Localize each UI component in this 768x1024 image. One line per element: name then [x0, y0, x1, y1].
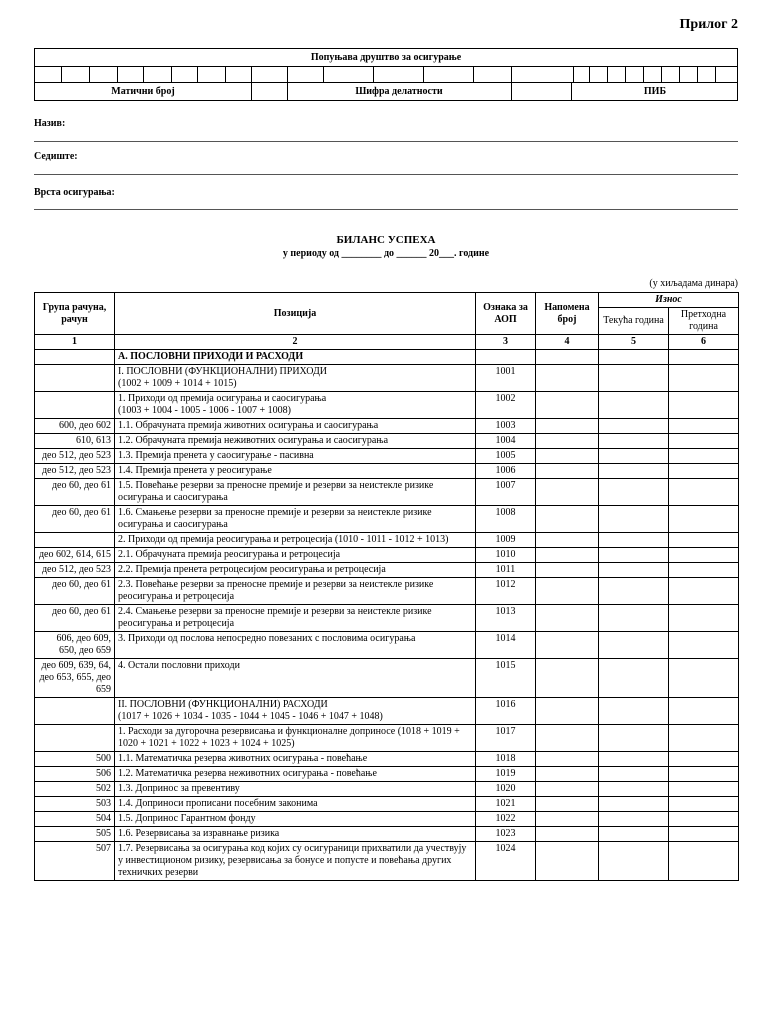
table-row [35, 632, 739, 659]
group-cell: део 512, део 523 [35, 464, 115, 479]
previous-year-cell [669, 434, 739, 449]
current-year-cell [599, 767, 669, 782]
previous-year-cell [669, 392, 739, 419]
col-number: 4 [536, 335, 599, 350]
position-text: 2.4. Смањење резерви за преносне премије и резерви за неистекле ризике реосигурања и ретроцесија [118, 606, 432, 629]
table-row [35, 605, 739, 632]
position-text: 1.6. Смањење резерви за преносне премије и резерви за неистекле ризике осигурања и саосигурања [118, 507, 432, 530]
position-formula: (1002 + 1009 + 1014 + 1015) [118, 378, 237, 389]
document-title: БИЛАНС УСПЕХА [336, 234, 436, 246]
previous-year-cell [669, 698, 739, 725]
table-row [35, 698, 739, 725]
position-text: 1.7. Резервисања за осигурања код којих су осигураници прихватили да учествују у инвестиционом ризику, резервисања за бонусе и попусте и повећања других техничких резерви [118, 843, 467, 878]
previous-year-cell [669, 449, 739, 464]
group-cell: део 60, део 61 [35, 605, 115, 632]
aop-cell: 1004 [476, 434, 536, 449]
table-row [35, 365, 739, 392]
position-cell [115, 782, 476, 797]
filled-by-label: Попуњава друштво за осигурање [35, 49, 737, 67]
group-cell: део 60, део 61 [35, 479, 115, 506]
position-text: 2.1. Обрачуната премија реосигурања и ретроцесија [118, 549, 341, 560]
current-year-cell [599, 797, 669, 812]
previous-year-cell [669, 725, 739, 752]
position-text: 1.1. Математичка резерва животних осигурања - повећање [118, 753, 368, 764]
insurance-type-field [34, 187, 738, 198]
table-row [35, 782, 739, 797]
aop-cell: 1002 [476, 392, 536, 419]
position-text: 1. Расходи за дугорочна резервисања и функционалне доприносе (1018 + 1019 + 1020 + 1021 + 1022 + 1023 + 1024 + 1025) [118, 726, 460, 749]
position-cell [115, 605, 476, 632]
header-note: Напомена број [536, 293, 599, 335]
position-cell [115, 479, 476, 506]
current-year-cell [599, 605, 669, 632]
previous-year-cell [669, 350, 739, 365]
note-cell [536, 782, 599, 797]
position-text: 1.3. Премија пренета у саосигурање - пасивна [118, 450, 314, 461]
current-year-cell [599, 434, 669, 449]
note-cell [536, 548, 599, 563]
group-cell [35, 365, 115, 392]
aop-cell: 1021 [476, 797, 536, 812]
aop-cell: 1017 [476, 725, 536, 752]
position-cell [115, 827, 476, 842]
position-text: 2. Приходи од премија реосигурања и ретроцесија (1010 - 1011 - 1012 + 1013) [118, 534, 449, 545]
table-row [35, 479, 739, 506]
reg-number-label: Матични број [111, 86, 175, 97]
position-text: А. ПОСЛОВНИ ПРИХОДИ И РАСХОДИ [118, 351, 304, 362]
position-text: 1.2. Математичка резерва неживотних осигурања - повећање [118, 768, 377, 779]
position-text: 3. Приходи од послова непосредно повезаних с пословима осигурања [118, 633, 416, 644]
col-number: 3 [476, 335, 536, 350]
group-cell [35, 533, 115, 548]
table-row [35, 350, 739, 365]
income-statement-table [34, 292, 739, 881]
group-cell: 503 [35, 797, 115, 812]
previous-year-cell [669, 767, 739, 782]
table-row [35, 797, 739, 812]
header-previous-year: Претходна година [669, 308, 739, 335]
position-text: 2.2. Премија пренета ретроцесијом реосигурања и ретроцесија [118, 564, 386, 575]
note-cell [536, 797, 599, 812]
position-text: 1.6. Резервисања за изравнање ризика [118, 828, 280, 839]
position-text: 4. Остали пословни приходи [118, 660, 240, 671]
table-row [35, 506, 739, 533]
aop-cell: 1018 [476, 752, 536, 767]
table-row [35, 578, 739, 605]
position-cell [115, 434, 476, 449]
aop-cell: 1003 [476, 419, 536, 434]
note-cell [536, 533, 599, 548]
note-cell [536, 812, 599, 827]
position-cell [115, 812, 476, 827]
note-cell [536, 842, 599, 881]
activity-code-label: Шифра делатности [355, 86, 443, 97]
table-row [35, 533, 739, 548]
group-cell [35, 392, 115, 419]
table-row [35, 842, 739, 881]
current-year-cell [599, 449, 669, 464]
annex-label: Прилог 2 [679, 17, 738, 32]
aop-cell: 1008 [476, 506, 536, 533]
table-row [35, 563, 739, 578]
position-text: 1.1. Обрачуната премија животних осигурања и саосигурања [118, 420, 379, 431]
table-row [35, 725, 739, 752]
group-cell: 500 [35, 752, 115, 767]
note-cell [536, 605, 599, 632]
position-cell [115, 725, 476, 752]
insurance-type-label: Врста осигурања: [34, 187, 115, 198]
position-text: 1.5. Повећање резерви за преносне премије и резерви за неистекле ризике осигурања и саосигурања [118, 480, 434, 503]
current-year-cell [599, 812, 669, 827]
aop-cell: 1019 [476, 767, 536, 782]
position-cell [115, 659, 476, 698]
group-cell: део 60, део 61 [35, 506, 115, 533]
table-row [35, 464, 739, 479]
previous-year-cell [669, 506, 739, 533]
units-note: (у хиљадама динара) [649, 278, 738, 289]
current-year-cell [599, 365, 669, 392]
group-cell [35, 698, 115, 725]
current-year-cell [599, 506, 669, 533]
previous-year-cell [669, 782, 739, 797]
aop-cell: 1007 [476, 479, 536, 506]
previous-year-cell [669, 533, 739, 548]
col-number: 1 [35, 335, 115, 350]
note-cell [536, 752, 599, 767]
position-cell [115, 767, 476, 782]
position-cell [115, 464, 476, 479]
current-year-cell [599, 533, 669, 548]
current-year-cell [599, 578, 669, 605]
position-cell [115, 533, 476, 548]
insurance-type-line [34, 209, 738, 210]
aop-cell: 1005 [476, 449, 536, 464]
current-year-cell [599, 392, 669, 419]
seat-label: Седиште: [34, 151, 78, 162]
position-formula: (1017 + 1026 + 1034 - 1035 - 1044 + 1045 - 1046 + 1047 + 1048) [118, 711, 383, 722]
aop-cell: 1010 [476, 548, 536, 563]
group-cell: 502 [35, 782, 115, 797]
position-text: 2.3. Повећање резерви за преносне премије и резерви за неистекле ризике реосигурања и ретроцесија [118, 579, 434, 602]
aop-cell [476, 350, 536, 365]
current-year-cell [599, 350, 669, 365]
previous-year-cell [669, 797, 739, 812]
position-cell [115, 578, 476, 605]
previous-year-cell [669, 548, 739, 563]
note-cell [536, 464, 599, 479]
group-cell: део 60, део 61 [35, 578, 115, 605]
aop-cell: 1014 [476, 632, 536, 659]
current-year-cell [599, 632, 669, 659]
group-cell: део 602, 614, 615 [35, 548, 115, 563]
previous-year-cell [669, 479, 739, 506]
col-number: 2 [115, 335, 476, 350]
seat-line [34, 174, 738, 175]
previous-year-cell [669, 632, 739, 659]
aop-cell: 1006 [476, 464, 536, 479]
previous-year-cell [669, 464, 739, 479]
position-text: 1.5. Допринос Гарантном фонду [118, 813, 256, 824]
position-text: 1. Приходи од премија осигурања и саосигурања [118, 393, 327, 404]
aop-cell: 1020 [476, 782, 536, 797]
current-year-cell [599, 827, 669, 842]
note-cell [536, 827, 599, 842]
position-cell [115, 548, 476, 563]
group-cell: 505 [35, 827, 115, 842]
group-cell [35, 725, 115, 752]
position-cell [115, 698, 476, 725]
seat-field [34, 151, 738, 162]
previous-year-cell [669, 659, 739, 698]
aop-cell: 1016 [476, 698, 536, 725]
note-cell [536, 578, 599, 605]
position-text: 1.4. Премија пренета у реосигурање [118, 465, 272, 476]
header-group: Група рачуна, рачун [35, 293, 115, 335]
current-year-cell [599, 419, 669, 434]
code-cells-row [35, 66, 737, 83]
position-cell [115, 350, 476, 365]
position-cell [115, 842, 476, 881]
previous-year-cell [669, 419, 739, 434]
name-field [34, 118, 738, 129]
table-row [35, 449, 739, 464]
table-row [35, 767, 739, 782]
previous-year-cell [669, 563, 739, 578]
table-row [35, 827, 739, 842]
position-formula: (1003 + 1004 - 1005 - 1006 - 1007 + 1008) [118, 405, 291, 416]
current-year-cell [599, 752, 669, 767]
table-row [35, 392, 739, 419]
note-cell [536, 479, 599, 506]
group-cell: 507 [35, 842, 115, 881]
position-cell [115, 419, 476, 434]
current-year-cell [599, 782, 669, 797]
note-cell [536, 419, 599, 434]
note-cell [536, 563, 599, 578]
name-line [34, 141, 738, 142]
name-label: Назив: [34, 118, 66, 129]
current-year-cell [599, 479, 669, 506]
position-cell [115, 797, 476, 812]
note-cell [536, 449, 599, 464]
note-cell [536, 365, 599, 392]
previous-year-cell [669, 605, 739, 632]
table-row [35, 659, 739, 698]
col-number: 5 [599, 335, 669, 350]
note-cell [536, 725, 599, 752]
header-position: Позиција [115, 293, 476, 335]
position-text: 1.4. Доприноси прописани посебним законима [118, 798, 318, 809]
pib-label: ПИБ [643, 86, 667, 97]
aop-cell: 1015 [476, 659, 536, 698]
previous-year-cell [669, 812, 739, 827]
group-cell: 506 [35, 767, 115, 782]
document-subtitle: у периоду од ________ до ______ 20___. године [282, 248, 490, 259]
group-cell [35, 350, 115, 365]
position-cell [115, 449, 476, 464]
note-cell [536, 350, 599, 365]
aop-cell: 1012 [476, 578, 536, 605]
group-cell: 606, део 609, 650, део 659 [35, 632, 115, 659]
current-year-cell [599, 464, 669, 479]
aop-cell: 1001 [476, 365, 536, 392]
note-cell [536, 698, 599, 725]
position-cell [115, 365, 476, 392]
note-cell [536, 434, 599, 449]
position-cell [115, 392, 476, 419]
aop-cell: 1022 [476, 812, 536, 827]
current-year-cell [599, 563, 669, 578]
aop-cell: 1013 [476, 605, 536, 632]
note-cell [536, 659, 599, 698]
current-year-cell [599, 725, 669, 752]
col-number: 6 [669, 335, 739, 350]
previous-year-cell [669, 752, 739, 767]
header-current-year: Текућа година [599, 308, 669, 335]
table-row [35, 812, 739, 827]
group-cell: део 512, део 523 [35, 449, 115, 464]
group-cell: 504 [35, 812, 115, 827]
aop-cell: 1009 [476, 533, 536, 548]
position-cell [115, 506, 476, 533]
current-year-cell [599, 698, 669, 725]
header-amount: Износ [599, 293, 739, 308]
table-row [35, 419, 739, 434]
identification-box [34, 48, 738, 101]
group-cell: део 609, 639, 64, део 653, 655, део 659 [35, 659, 115, 698]
position-text: II. ПОСЛОВНИ (ФУНКЦИОНАЛНИ) РАСХОДИ [118, 699, 328, 710]
note-cell [536, 632, 599, 659]
column-numbers-row [35, 335, 739, 350]
group-cell: 610, 613 [35, 434, 115, 449]
position-text: 1.3. Допринос за превентиву [118, 783, 240, 794]
note-cell [536, 392, 599, 419]
previous-year-cell [669, 842, 739, 881]
group-cell: 600, део 602 [35, 419, 115, 434]
position-cell [115, 632, 476, 659]
aop-cell: 1011 [476, 563, 536, 578]
position-text: 1.2. Обрачуната премија неживотних осигурања и саосигурања [118, 435, 389, 446]
code-labels-row [35, 82, 737, 101]
aop-cell: 1024 [476, 842, 536, 881]
table-row [35, 548, 739, 563]
previous-year-cell [669, 365, 739, 392]
aop-cell: 1023 [476, 827, 536, 842]
current-year-cell [599, 842, 669, 881]
position-text: I. ПОСЛОВНИ (ФУНКЦИОНАЛНИ) ПРИХОДИ [118, 366, 328, 377]
group-cell: део 512, део 523 [35, 563, 115, 578]
table-row [35, 434, 739, 449]
note-cell [536, 506, 599, 533]
table-row [35, 752, 739, 767]
previous-year-cell [669, 578, 739, 605]
header-aop: Ознака за АОП [476, 293, 536, 335]
current-year-cell [599, 548, 669, 563]
position-cell [115, 752, 476, 767]
current-year-cell [599, 659, 669, 698]
position-cell [115, 563, 476, 578]
note-cell [536, 767, 599, 782]
previous-year-cell [669, 827, 739, 842]
